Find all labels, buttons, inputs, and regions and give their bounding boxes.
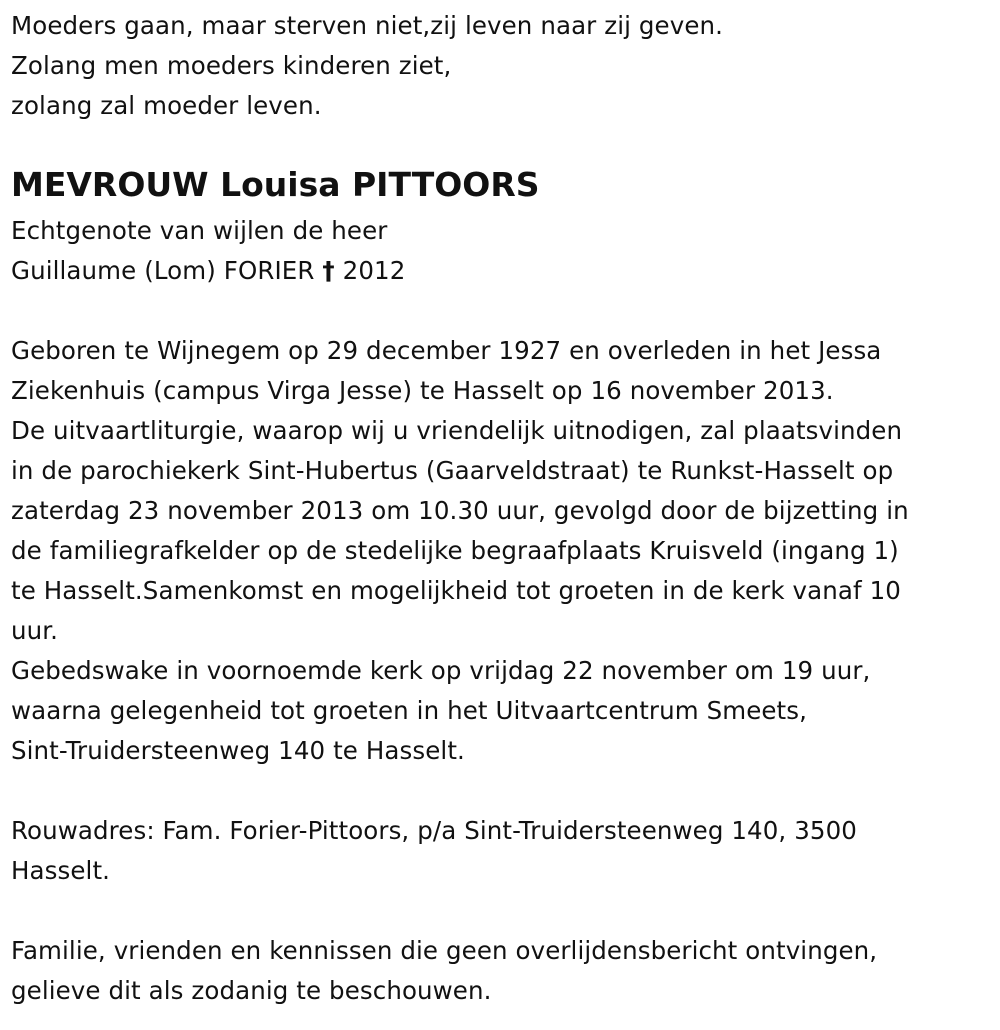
body-line: Geboren te Wijnegem op 29 december 1927 en overleden in het Jessa: [11, 336, 882, 365]
body-line: Ziekenhuis (campus Virga Jesse) te Hasselt op 16 november 2013.: [11, 376, 834, 405]
spacer: [11, 291, 986, 331]
body-line: te Hasselt.Samenkomst en mogelijkheid tot groeten in de kerk vanaf 10: [11, 576, 901, 605]
body-line: De uitvaartliturgie, waarop wij u vriendelijk uitnodigen, zal plaatsvinden: [11, 416, 903, 445]
spouse-info: [11, 211, 986, 291]
body-line: zaterdag 23 november 2013 om 10.30 uur, gevolgd door de bijzetting in: [11, 496, 909, 525]
body-line: uur.: [11, 616, 59, 645]
spouse-death-year: 2012: [342, 256, 406, 285]
poem-line: Zolang men moeders kinderen ziet,: [11, 51, 452, 80]
spacer: [11, 771, 986, 811]
address-line: Hasselt.: [11, 856, 111, 885]
poem-line: Moeders gaan, maar sterven niet,zij leven naar zij geven.: [11, 11, 724, 40]
closing-note: [11, 931, 986, 1011]
body-line: Sint-Truidersteenweg 140 te Hasselt.: [11, 736, 465, 765]
mourning-address: [11, 811, 986, 891]
body-line: Gebedswake in voornoemde kerk op vrijdag 22 november om 19 uur,: [11, 656, 871, 685]
obituary-notice: [11, 6, 986, 1011]
deceased-name: MEVROUW Louisa PITTOORS: [11, 165, 540, 204]
cross-icon: †: [322, 256, 335, 285]
spouse-name-line: [11, 251, 986, 291]
poem: [11, 6, 986, 126]
body-line: in de parochiekerk Sint-Hubertus (Gaarveldstraat) te Runkst-Hasselt op: [11, 456, 894, 485]
body-line: waarna gelegenheid tot groeten in het Uitvaartcentrum Smeets,: [11, 696, 807, 725]
spouse-line: Echtgenote van wijlen de heer: [11, 216, 388, 245]
body-text: [11, 331, 986, 771]
poem-line: zolang zal moeder leven.: [11, 91, 322, 120]
address-line: Rouwadres: Fam. Forier-Pittoors, p/a Sint-Truidersteenweg 140, 3500: [11, 816, 857, 845]
closing-line: Familie, vrienden en kennissen die geen overlijdensbericht ontvingen,: [11, 936, 878, 965]
spouse-name: Guillaume (Lom) FORIER: [11, 256, 315, 285]
closing-line: gelieve dit als zodanig te beschouwen.: [11, 976, 492, 1005]
spacer: [11, 891, 986, 931]
body-line: de familiegrafkelder op de stedelijke begraafplaats Kruisveld (ingang 1): [11, 536, 899, 565]
